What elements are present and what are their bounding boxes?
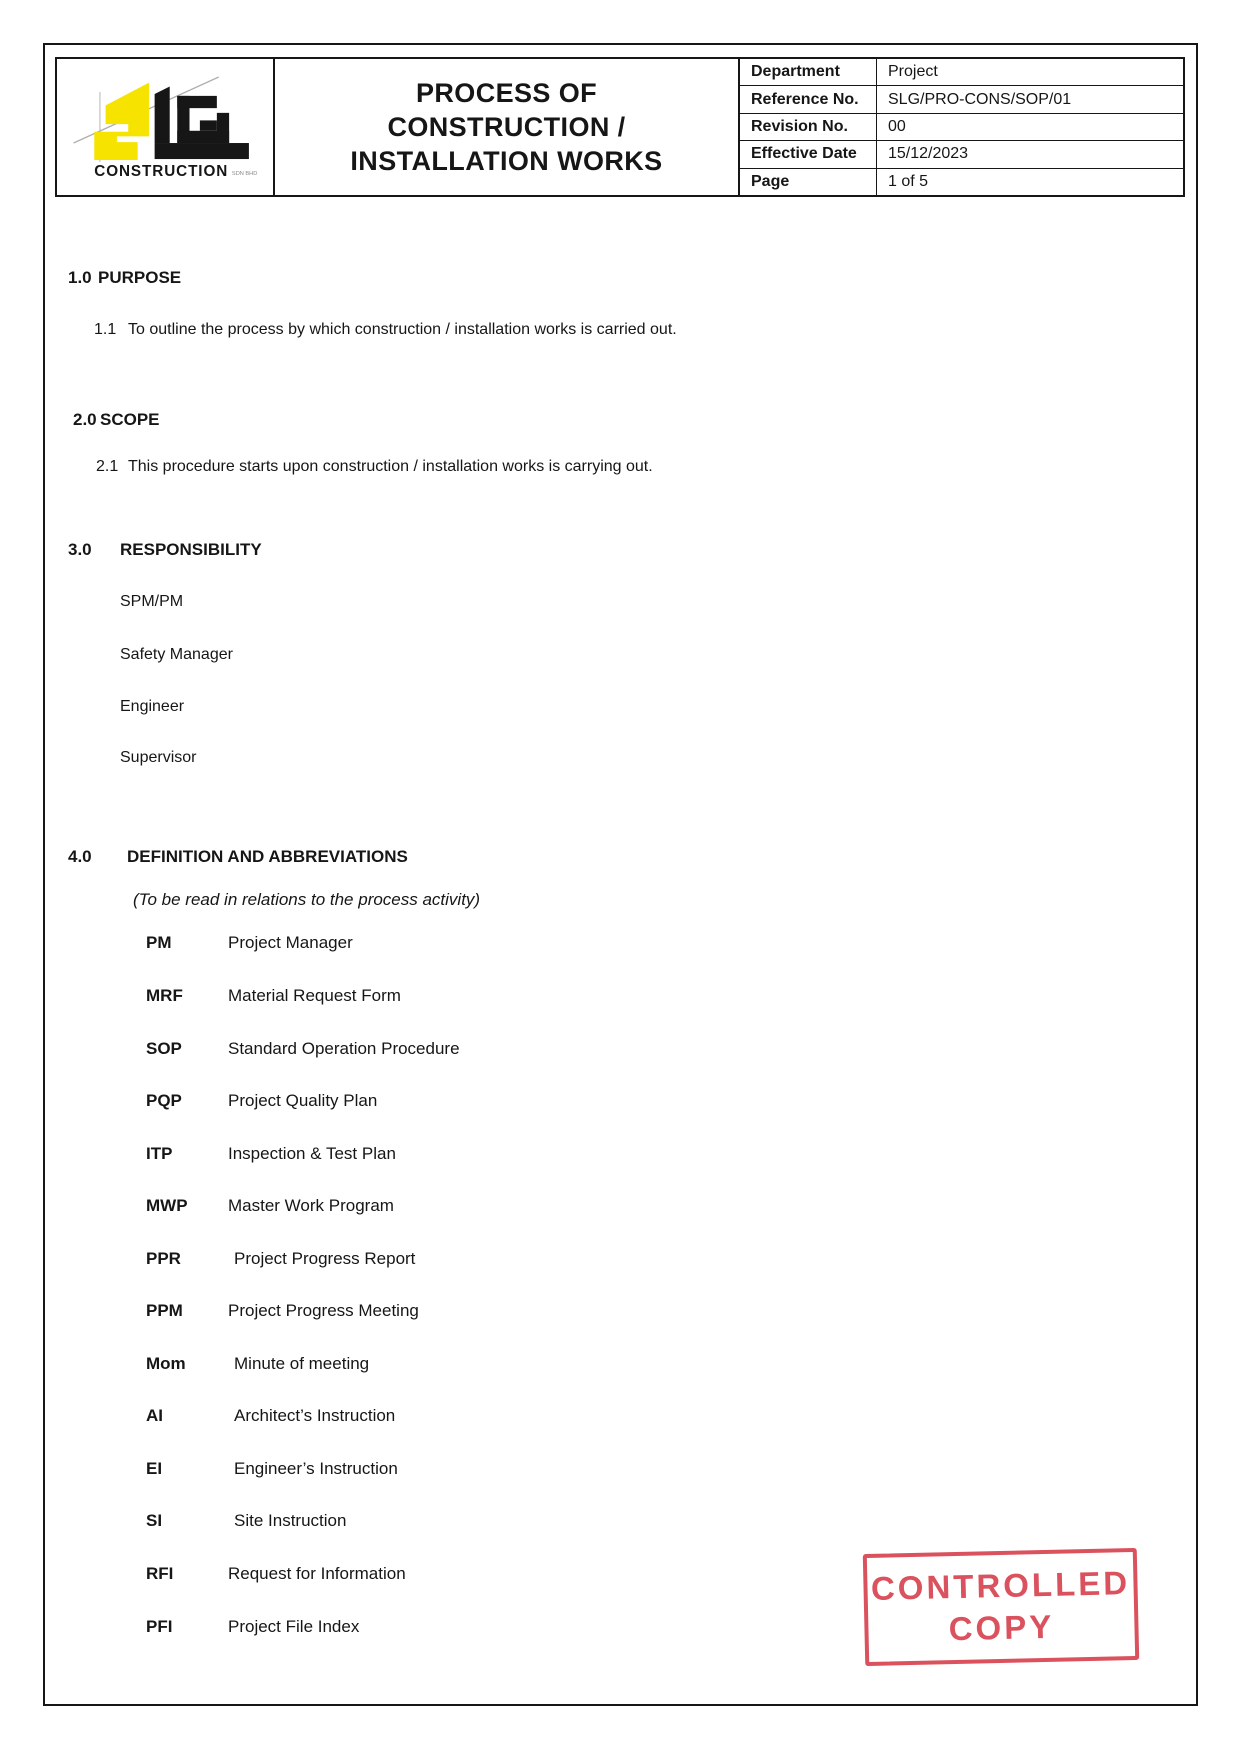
role-item: Supervisor <box>120 749 197 766</box>
definitions-note: (To be read in relations to the process activity) <box>133 890 481 909</box>
stamp-line: CONTROLLED <box>870 1564 1131 1607</box>
meta-row-reference-no <box>740 86 1183 113</box>
slg-construction-logo-icon <box>66 66 264 188</box>
document-header <box>55 57 1185 197</box>
title-line: PROCESS OF <box>415 78 598 108</box>
meta-label: Reference No. <box>740 86 877 112</box>
abbreviation-definition: Architect’s Instruction <box>234 1406 396 1425</box>
section-heading: RESPONSIBILITY <box>120 540 262 559</box>
section-heading: SCOPE <box>100 410 160 429</box>
clause-text: To outline the process by which construction / installation works is carried out. <box>128 321 677 338</box>
abbreviation-definition: Project Progress Report <box>234 1249 416 1268</box>
section-number: 2.0 <box>73 410 97 429</box>
abbreviation-definition: Site Instruction <box>234 1511 347 1530</box>
section-number: 3.0 <box>68 540 92 559</box>
abbreviation-definition: Master Work Program <box>228 1196 394 1215</box>
page-border <box>43 43 1198 1706</box>
meta-label: Page <box>740 169 877 195</box>
meta-label: Revision No. <box>740 114 877 140</box>
title-line: INSTALLATION WORKS <box>350 146 663 176</box>
abbreviation-term: SOP <box>146 1039 182 1058</box>
meta-value: 1 of 5 <box>888 172 929 190</box>
role-item: Engineer <box>120 698 185 715</box>
meta-row-page <box>740 169 1183 195</box>
abbreviation-definition: Standard Operation Procedure <box>228 1039 460 1058</box>
stamp-line: COPY <box>948 1607 1055 1648</box>
abbreviation-definition: Material Request Form <box>228 986 401 1005</box>
abbreviation-definition: Inspection & Test Plan <box>228 1144 396 1163</box>
meta-value: 15/12/2023 <box>888 145 969 163</box>
abbreviation-term: AI <box>146 1406 163 1425</box>
abbreviation-term: PPM <box>146 1301 183 1320</box>
clause-text: This procedure starts upon construction / installation works is carrying out. <box>128 458 653 475</box>
controlled-copy-stamp <box>863 1548 1139 1666</box>
abbreviation-term: ITP <box>146 1144 173 1163</box>
abbreviation-term: Mom <box>146 1354 186 1373</box>
abbreviation-term: SI <box>146 1511 163 1530</box>
abbreviation-definition: Minute of meeting <box>234 1354 370 1373</box>
meta-row-revision-no <box>740 114 1183 141</box>
meta-row-department <box>740 59 1183 86</box>
meta-value: SLG/PRO-CONS/SOP/01 <box>888 90 1072 108</box>
logo-word-text: CONSTRUCTION <box>94 162 229 181</box>
section-number: 1.0 <box>68 268 92 287</box>
role-item: SPM/PM <box>120 593 184 610</box>
meta-row-effective-date <box>740 141 1183 168</box>
abbreviation-definition: Project File Index <box>228 1617 360 1636</box>
abbreviation-term: MWP <box>146 1196 188 1215</box>
abbreviation-definition: Engineer’s Instruction <box>234 1459 398 1478</box>
abbreviation-term: PQP <box>146 1091 182 1110</box>
abbreviation-term: PFI <box>146 1617 173 1636</box>
section-number: 4.0 <box>68 847 92 866</box>
abbreviation-definition: Project Quality Plan <box>228 1091 378 1110</box>
abbreviation-definition: Request for Information <box>228 1564 406 1583</box>
abbreviation-term: EI <box>146 1459 163 1478</box>
abbreviation-term: MRF <box>146 986 183 1005</box>
logo-cell <box>57 59 275 195</box>
document-title <box>275 59 740 195</box>
meta-label: Department <box>740 59 877 85</box>
abbreviation-definition: Project Progress Meeting <box>228 1301 419 1320</box>
meta-value: 00 <box>888 118 906 136</box>
abbreviation-term: RFI <box>146 1564 174 1583</box>
role-item: Safety Manager <box>120 646 233 663</box>
meta-label: Effective Date <box>740 141 877 167</box>
meta-value: Project <box>888 63 938 81</box>
clause-number: 2.1 <box>96 458 119 475</box>
section-heading: DEFINITION AND ABBREVIATIONS <box>127 847 408 866</box>
clause-number: 1.1 <box>94 321 117 338</box>
section-heading: PURPOSE <box>98 268 182 287</box>
meta-table <box>740 59 1183 195</box>
abbreviation-term: PM <box>146 933 172 952</box>
logo-suffix-text: SDN BHD <box>231 171 258 178</box>
abbreviation-definition: Project Manager <box>228 933 353 952</box>
title-line: CONSTRUCTION / <box>387 112 626 142</box>
abbreviation-term: PPR <box>146 1249 181 1268</box>
